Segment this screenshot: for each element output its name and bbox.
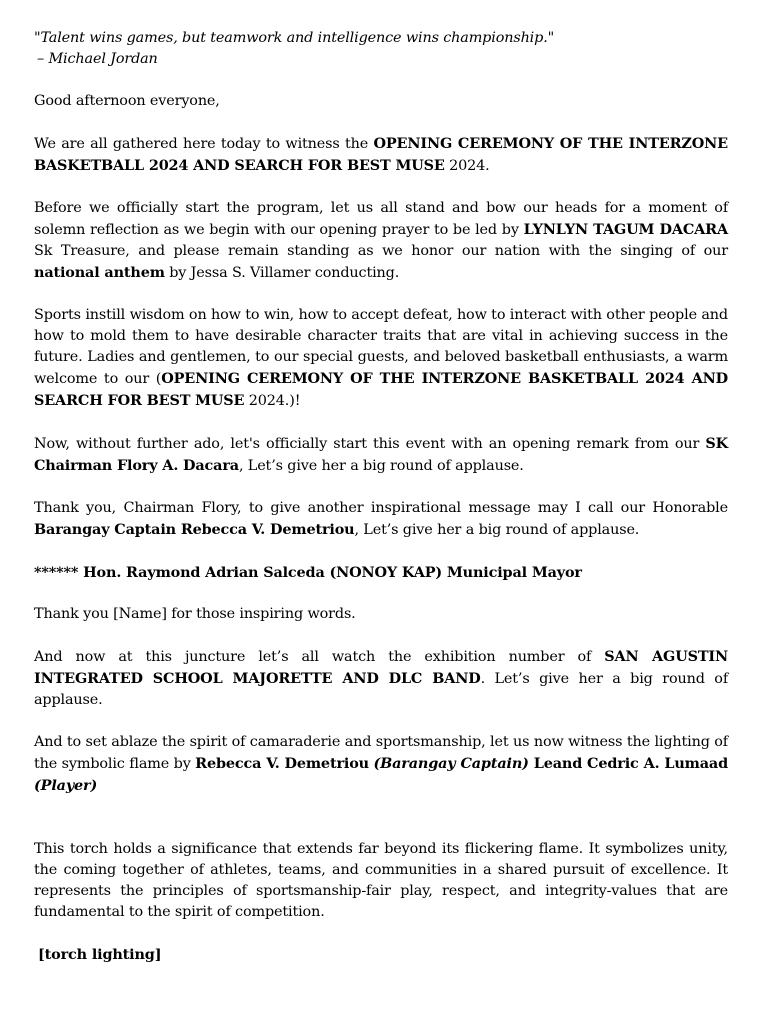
- paragraph-text: Before we officially start the program, let us all stand and bow our heads for a moment of solemn reflection as we begin with our opening prayer to be led by: [34, 200, 728, 238]
- paragraph-text: 2024.: [444, 158, 490, 174]
- mayor-line: ****** Hon. Raymond Adrian Salceda (NONOY KAP) Municipal Mayor: [34, 564, 582, 581]
- document-page: [34, 28, 728, 965]
- paragraph-text: 2024.)!: [244, 393, 301, 409]
- paragraph-text: . Let’s give her a big round of applause.: [34, 671, 728, 708]
- paragraph-inspirational-message: [34, 498, 728, 541]
- paragraph-thank-you: Thank you [Name] for those inspiring words.: [34, 606, 356, 622]
- player-name-bold: Leand Cedric A. Lumaad: [528, 755, 728, 772]
- captain-role: (Barangay Captain): [373, 755, 529, 772]
- paragraph-opening-remark: [34, 433, 728, 477]
- prayer-leader-name: LYNLYN TAGUM DACARA: [523, 221, 728, 238]
- paragraph-text: , Let’s give her a big round of applause.: [238, 458, 524, 474]
- paragraph-flame-lighting: [34, 732, 728, 797]
- paragraph-text: Sports instill wisdom on how to win, how to accept defeat, how to interact with other people and how to mold them to have desirable character traits that are vital in achieving success in the future. Ladies and gentlemen, to our special guests, and beloved basketball enthusiasts, a warm welcome to our (: [34, 307, 728, 387]
- event-title-bold: OPENING CEREMONY OF THE INTERZONE BASKETBALL 2024 AND SEARCH FOR BEST MUSE: [34, 135, 728, 174]
- paragraph-text: And now at this juncture let’s all watch the exhibition number of: [34, 649, 605, 665]
- paragraph-text: Now, without further ado, let's officially start this event with an opening remark from our: [34, 436, 706, 452]
- paragraph-welcome: [34, 133, 728, 177]
- sk-chairman-name: SK Chairman Flory A. Dacara: [34, 435, 728, 474]
- captain-name-bold: Rebecca V. Demetriou: [195, 755, 369, 772]
- epigraph-author: – Michael Jordan: [37, 51, 158, 67]
- band-name: SAN AGUSTIN INTEGRATED SCHOOL MAJORETTE AND DLC BAND: [34, 648, 728, 687]
- torch-lighting-cue: [torch lighting]: [38, 946, 162, 963]
- paragraph-text: Sk Treasure, and please remain standing as we honor our nation with the singing of our: [34, 243, 728, 259]
- paragraph-text: We are all gathered here today to witness the: [34, 136, 374, 152]
- player-role: (Player): [34, 777, 98, 794]
- paragraph-text: , Let’s give her a big round of applause.: [354, 522, 640, 538]
- paragraph-text: by Jessa S. Villamer conducting.: [164, 265, 400, 281]
- epigraph-quote: "Talent wins games, but teamwork and intelligence wins championship.": [34, 30, 555, 46]
- paragraph-text: Thank you, Chairman Flory, to give another inspirational message may I call our Honorable: [34, 500, 728, 516]
- greeting: Good afternoon everyone,: [34, 93, 220, 109]
- paragraph-torch-significance: This torch holds a significance that extends far beyond its flickering flame. It symbolizes unity, the coming together of athletes, teams, and communities in a shared pursuit of excellence. It represents the principles of sportsmanship-fair play, respect, and integrity-values that are fundamental to the spirit of competition.: [34, 841, 728, 920]
- paragraph-prayer: [34, 198, 728, 284]
- paragraph-sports: [34, 305, 728, 412]
- paragraph-text: And to set ablaze the spirit of camaraderie and sportsmanship, let us now witness the lighting of the symbolic flame by: [34, 734, 728, 772]
- event-title-bold: OPENING CEREMONY OF THE INTERZONE BASKETBALL 2024 AND SEARCH FOR BEST MUSE: [34, 370, 728, 409]
- anthem-bold: national anthem: [34, 264, 165, 281]
- barangay-captain-name: Barangay Captain Rebecca V. Demetriou: [34, 521, 355, 538]
- paragraph-exhibition: [34, 646, 728, 711]
